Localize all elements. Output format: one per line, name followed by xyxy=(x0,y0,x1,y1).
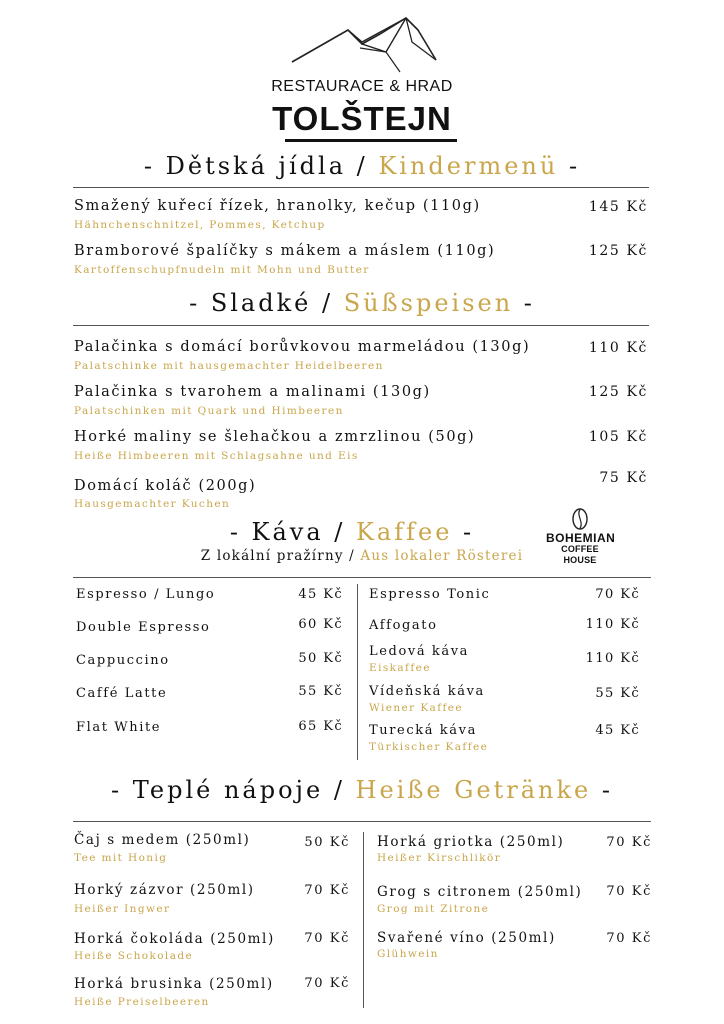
menu-item-name: Horké maliny se šlehačkou a zmrzlinou (50g) xyxy=(74,429,476,445)
coffee-item-price: 50 Kč xyxy=(298,651,343,666)
logo-text-line1: BOHEMIAN xyxy=(546,531,616,545)
menu-item-name: Palačinka s domácí borůvkovou marmeládou (130g) xyxy=(74,339,531,355)
hot-drink-price: 70 Kč xyxy=(304,931,350,946)
coffee-item-price: 110 Kč xyxy=(585,651,640,666)
coffee-item-price: 55 Kč xyxy=(298,684,343,699)
coffee-item-name: Espresso / Lungo xyxy=(76,587,216,602)
column-divider-hot-drinks xyxy=(363,832,364,1008)
hot-drink-name: Horká griotka (250ml) xyxy=(377,834,565,850)
restaurant-name: TOLŠTEJN xyxy=(272,100,452,137)
coffee-item-translation: Eiskaffee xyxy=(369,662,431,674)
hot-drink-translation: Heißer Ingwer xyxy=(74,903,171,915)
coffee-subtitle: Z lokální pražírny / Aus lokaler Rösterei xyxy=(200,548,524,564)
coffee-item-translation: Wiener Kaffee xyxy=(369,702,464,714)
hot-drink-price: 70 Kč xyxy=(606,884,652,899)
menu-item-name: Palačinka s tvarohem a malinami (130g) xyxy=(74,384,431,400)
coffee-item-name: Ledová káva xyxy=(369,644,470,659)
menu-item-translation: Heiße Himbeeren mit Schlagsahne und Eis xyxy=(74,450,359,462)
menu-item-translation: Palatschinken mit Quark und Himbeeren xyxy=(74,405,344,417)
divider-kids xyxy=(73,187,649,188)
menu-item-price: 145 Kč xyxy=(588,199,648,215)
divider-sweets xyxy=(73,325,649,326)
coffee-item-name: Double Espresso xyxy=(76,620,211,635)
section-title-coffee: - Káva / Kaffee - xyxy=(229,518,475,546)
mountain-logo-icon xyxy=(290,12,440,78)
hot-drink-price: 70 Kč xyxy=(606,835,652,850)
coffee-item-name: Affogato xyxy=(369,618,438,633)
menu-item-translation: Palatschinke mit hausgemachter Heidelbeeren xyxy=(74,360,384,372)
section-title-sweets: - Sladké / Süßspeisen - xyxy=(189,289,535,317)
hot-drink-price: 50 Kč xyxy=(304,835,350,850)
hot-drink-name: Čaj s medem (250ml) xyxy=(74,832,251,848)
hot-drink-name: Horký zázvor (250ml) xyxy=(74,882,255,898)
hot-drink-translation: Heißer Kirschlikör xyxy=(377,852,502,864)
menu-item-name: Domácí koláč (200g) xyxy=(74,478,257,494)
menu-item-price: 110 Kč xyxy=(588,340,648,356)
coffee-item-price: 45 Kč xyxy=(595,723,640,738)
bohemian-coffee-house-logo xyxy=(546,508,614,566)
menu-item-name: Smažený kuřecí řízek, hranolky, kečup (110g) xyxy=(74,198,481,214)
coffee-item-price: 110 Kč xyxy=(585,617,640,632)
coffee-item-price: 55 Kč xyxy=(595,686,640,701)
hot-drink-name: Horká čokoláda (250ml) xyxy=(74,931,275,947)
hot-drink-name: Horká brusinka (250ml) xyxy=(74,976,274,992)
hot-drink-translation: Heiße Preiselbeeren xyxy=(74,996,210,1008)
menu-item-name: Bramborové špalíčky s mákem a máslem (110g) xyxy=(74,243,496,259)
coffee-item-translation: Türkischer Kaffee xyxy=(369,741,489,753)
hot-drink-name: Svařené víno (250ml) xyxy=(377,930,556,946)
coffee-item-name: Flat White xyxy=(76,720,162,735)
menu-item-translation: Hähnchenschnitzel, Pommes, Ketchup xyxy=(74,219,326,231)
coffee-bean-icon xyxy=(571,508,589,530)
coffee-item-price: 60 Kč xyxy=(298,617,343,632)
hot-drink-translation: Glühwein xyxy=(377,948,439,960)
hot-drink-price: 70 Kč xyxy=(304,976,350,991)
name-underline xyxy=(285,139,457,142)
logo-text-line2: COFFEE HOUSE xyxy=(561,544,599,565)
menu-item-price: 105 Kč xyxy=(588,429,648,445)
hot-drink-translation: Heiße Schokolade xyxy=(74,950,194,962)
coffee-item-price: 45 Kč xyxy=(298,587,343,602)
menu-item-price: 125 Kč xyxy=(588,243,648,259)
menu-item-translation: Hausgemachter Kuchen xyxy=(74,498,231,510)
hot-drink-name: Grog s citronem (250ml) xyxy=(377,884,583,900)
coffee-item-name: Turecká káva xyxy=(369,723,477,738)
menu-item-translation: Kartoffenschupfnudeln mit Mohn und Butter xyxy=(74,264,370,276)
hot-drink-translation: Grog mit Zitrone xyxy=(377,903,490,915)
hot-drink-translation: Tee mit Honig xyxy=(74,852,168,864)
restaurant-subtitle: RESTAURACE & HRAD xyxy=(271,78,453,95)
hot-drink-price: 70 Kč xyxy=(304,883,350,898)
section-title-hot-drinks: - Teplé nápoje / Heiße Getränke - xyxy=(111,776,613,804)
menu-item-price: 125 Kč xyxy=(588,384,648,400)
divider-coffee xyxy=(73,577,651,578)
coffee-item-name: Caffé Latte xyxy=(76,686,168,701)
coffee-item-name: Cappuccino xyxy=(76,653,170,668)
coffee-item-price: 65 Kč xyxy=(298,719,343,734)
section-title-kids: - Dětská jídla / Kindermenü - xyxy=(143,152,581,180)
hot-drink-price: 70 Kč xyxy=(606,931,652,946)
coffee-item-name: Vídeňská káva xyxy=(369,684,485,699)
menu-item-price: 75 Kč xyxy=(599,470,648,486)
column-divider-coffee xyxy=(357,584,358,760)
coffee-item-name: Espresso Tonic xyxy=(369,587,491,602)
divider-hot-drinks xyxy=(73,821,651,822)
coffee-item-price: 70 Kč xyxy=(595,587,640,602)
